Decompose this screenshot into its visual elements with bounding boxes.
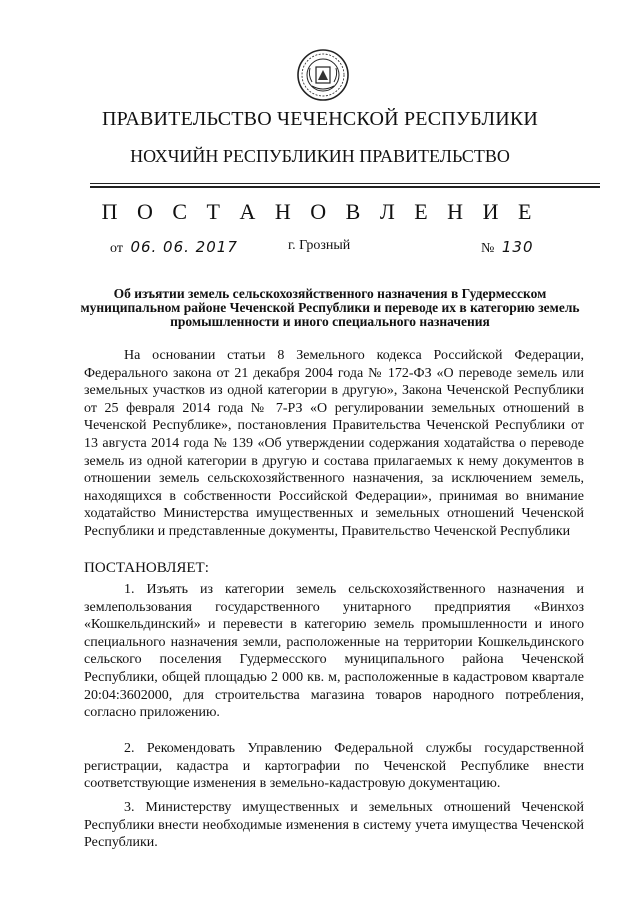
date-prefix: от — [110, 241, 123, 256]
government-subtitle: НОХЧИЙН РЕСПУБЛИКИН ПРАВИТЕЛЬСТВО — [130, 146, 510, 166]
preamble — [84, 347, 584, 541]
government-title: ПРАВИТЕЛЬСТВО ЧЕЧЕНСКОЙ РЕСПУБЛИКИ — [101, 108, 539, 130]
item-3-text: 3. Министерству имущественных и земельных отношений Чеченской Республики внести необходимые изменения в систему учета имущества Чеченской Республики. — [84, 800, 584, 851]
document-number — [481, 238, 534, 257]
header-divider — [90, 183, 600, 184]
item-2-text: 2. Рекомендовать Управлению Федеральной службы государственной регистрации, кадастра и картографии по Чеченской Республике внести соответствующие изменения в земельно-кадастровую документацию. — [84, 741, 584, 792]
number-prefix: № — [481, 241, 495, 256]
preamble-paragraph: На основании статьи 8 Земельного кодекса Российской Федерации, Федерального закона от 21 декабря 2004 года № 172-ФЗ «О переводе земель или земельных участков из одной категории в другую», Закона Чеченской Республики от 25 февраля 2014 года № 7-РЗ «О регулировании земельных отношений в Чеченской Республике», постановления Правительства Чеченской Республики от 13 августа 2014 года № 139 «Об утверждении содержания ходатайства о переводе земель из одной категории в другую и состава прилагаемых к нему документов в отношении земель сельскохозяйственного назначения, за исключением земель, находящихся в собственности Российской Федерации», принимая во внимание ходатайство Министерства имущественных и земельных отношений Чеченской Республики и представленные документы, Правительство Чеченской Республики — [84, 348, 584, 539]
document-subject: Об изъятии земель сельскохозяйственного назначения в Гудермесском муниципальном районе Чеченской Республики и переводе их в категорию земель промышленности и иного специального назначения — [80, 286, 580, 329]
number-value: 130 — [501, 238, 534, 256]
decree-item-2 — [84, 740, 584, 793]
document-city: г. Грозный — [288, 238, 351, 253]
decree-word: ПОСТАНОВЛЯЕТ: — [84, 560, 209, 576]
date-value: 06. 06. 2017 — [130, 238, 238, 256]
document-type: П О С Т А Н О В Л Е Н И Е — [101, 199, 539, 224]
item-1-text: 1. Изъять из категории земель сельскохозяйственного назначения и землепользования государственного унитарного предприятия «Винхоз «Кошкельдинский» и перевести в категорию земель промышленности и иного специального назначения земли, расположенные на территории Кошкельдинского сельского поселения Гудермесского муниципального района Чеченской Республики, общей площадью 2 000 кв. м, расположенные в кадастровом квартале 20:04:3602000, для строительства магазина товаров народного потребления, согласно приложению. — [84, 582, 584, 721]
document-date — [110, 238, 238, 257]
header-divider-thick — [90, 186, 600, 188]
coat-of-arms-icon — [296, 48, 350, 102]
decree-item-1 — [84, 581, 584, 722]
decree-item-3 — [84, 799, 584, 852]
